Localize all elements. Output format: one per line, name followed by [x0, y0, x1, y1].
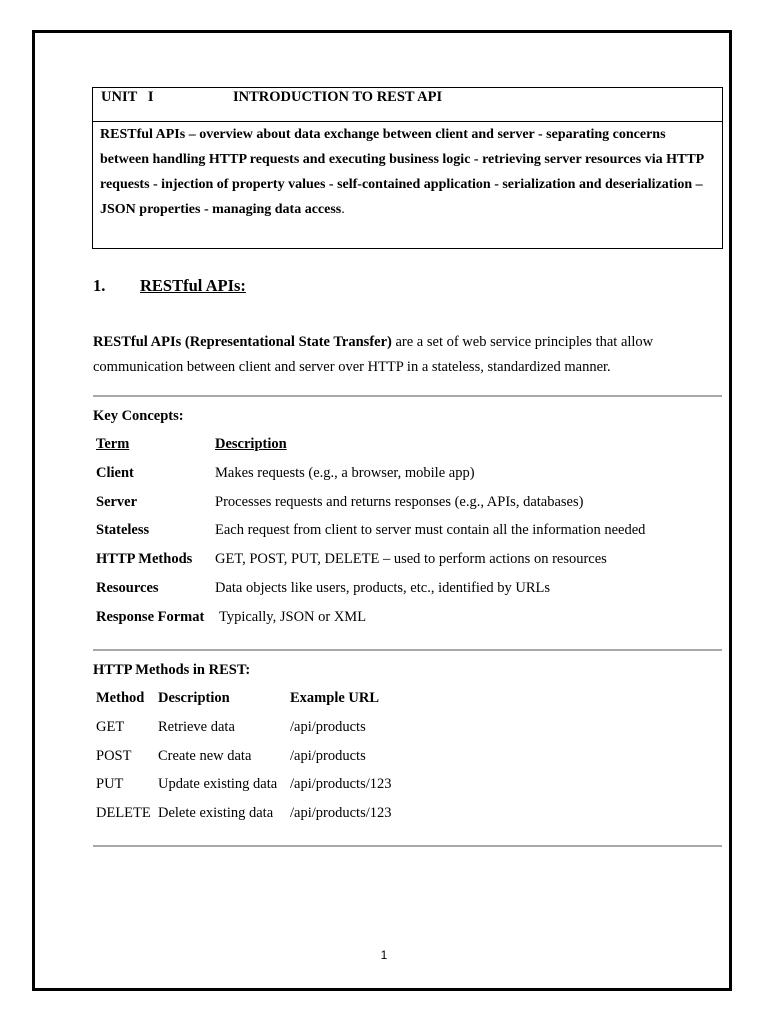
kc-term: Server — [96, 494, 138, 510]
hm-description: Create new data — [158, 748, 252, 764]
hm-header-example-url: Example URL — [290, 690, 380, 706]
hm-method: DELETE — [96, 805, 151, 821]
kc-description: Makes requests (e.g., a browser, mobile app) — [215, 465, 475, 481]
hm-header-method: Method — [96, 690, 145, 706]
page-number: 1 — [380, 948, 388, 962]
kc-header-description: Description — [215, 436, 287, 452]
kc-term: Resources — [96, 580, 159, 596]
kc-description: GET, POST, PUT, DELETE – used to perform actions on resources — [215, 551, 607, 567]
hm-header-description: Description — [158, 690, 230, 706]
kc-description: Processes requests and returns responses (e.g., APIs, databases) — [215, 494, 584, 510]
hm-description: Retrieve data — [158, 719, 235, 735]
hm-method: PUT — [96, 776, 124, 792]
intro-paragraph — [93, 330, 723, 380]
hm-description: Delete existing data — [158, 805, 274, 821]
intro-rest: are a set of web service principles that allow communication between client and server over HTTP in a stateless, standardized manner. — [93, 334, 654, 375]
unit-summary-box — [92, 87, 723, 249]
kc-term: Client — [96, 465, 134, 481]
kc-term: HTTP Methods — [96, 551, 193, 567]
section-title: RESTful APIs: — [140, 276, 246, 295]
hm-method: GET — [96, 719, 125, 735]
kc-term: Stateless — [96, 522, 150, 538]
divider — [93, 845, 722, 847]
kc-term: Response Format — [96, 609, 205, 625]
divider — [93, 649, 722, 651]
unit-title: INTRODUCTION TO REST API — [233, 89, 443, 105]
hm-url: /api/products — [290, 719, 366, 735]
unit-summary-end: . — [341, 202, 345, 217]
section-number: 1. — [93, 276, 106, 295]
kc-description: Each request from client to server must contain all the information needed — [215, 522, 646, 538]
hm-description: Update existing data — [158, 776, 278, 792]
hm-url: /api/products — [290, 748, 366, 764]
unit-summary — [93, 122, 722, 222]
hm-method: POST — [96, 748, 132, 764]
intro-bold: RESTful APIs (Representational State Transfer) — [93, 334, 392, 350]
unit-header — [93, 88, 722, 122]
hm-url: /api/products/123 — [290, 805, 392, 821]
unit-label: UNIT I — [101, 89, 154, 105]
hm-url: /api/products/123 — [290, 776, 392, 792]
key-concepts-title: Key Concepts: — [93, 408, 184, 424]
kc-description: Data objects like users, products, etc., identified by URLs — [215, 580, 551, 596]
divider — [93, 395, 722, 397]
unit-summary-text: RESTful APIs – overview about data exchange between client and server - separating concerns between handling HTTP requests and executing business logic - retrieving server resources via HTTP requests - injection of property values - self-contained application - serialization and deserialization – JSON properties - managing data access — [100, 127, 704, 217]
kc-description: Typically, JSON or XML — [219, 609, 367, 625]
http-methods-title: HTTP Methods in REST: — [93, 662, 251, 678]
kc-header-term: Term — [96, 436, 130, 452]
